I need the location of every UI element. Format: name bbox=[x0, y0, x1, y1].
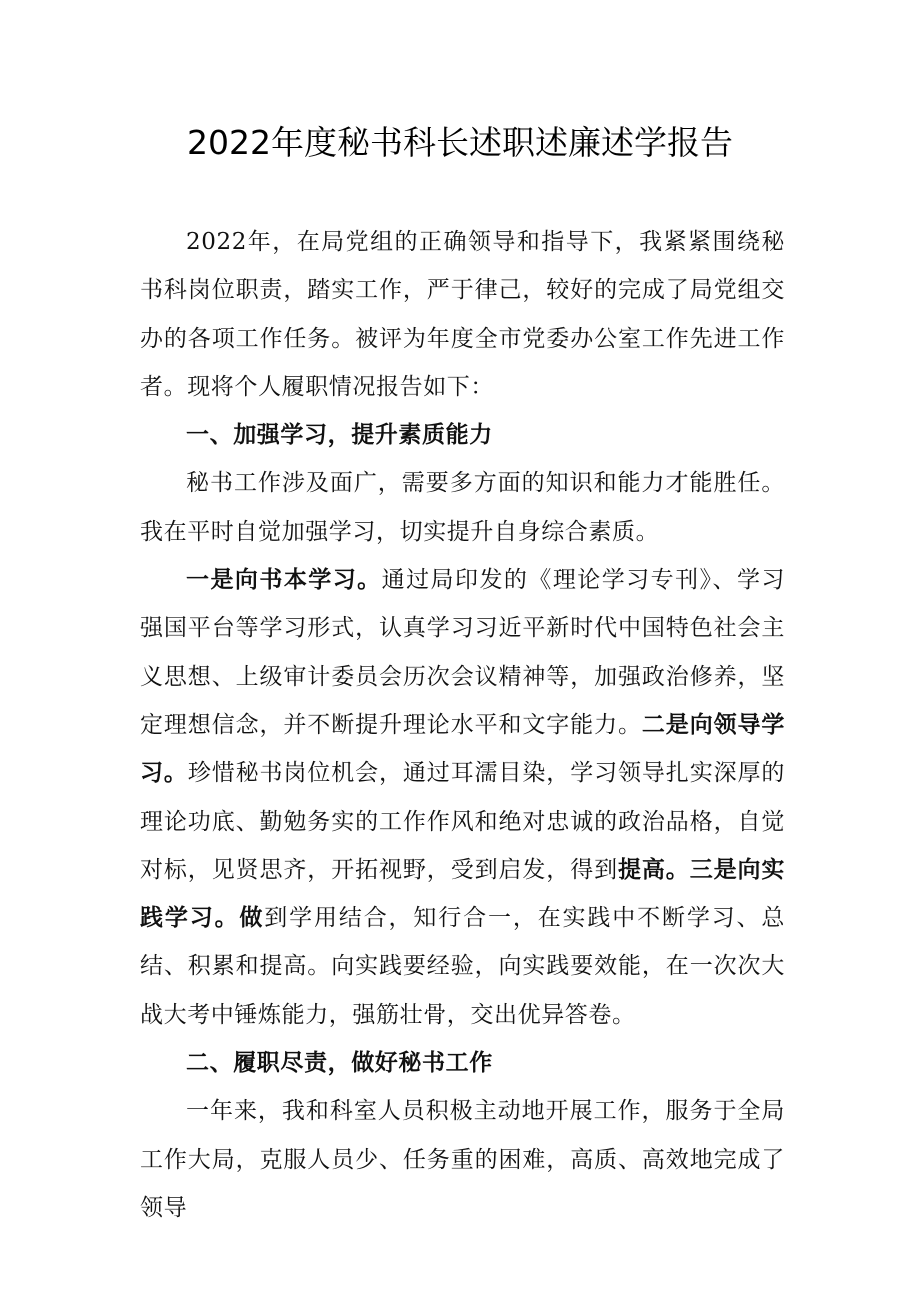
lead-book-study: 一是向书本学习。 bbox=[186, 567, 382, 594]
document-title: 2022年度秘书科长述职述廉述学报告 bbox=[187, 123, 733, 162]
lead-practice-study: 提高。三是向实践学习。做 bbox=[140, 856, 785, 932]
section-1-paragraph-2 bbox=[140, 556, 785, 1039]
lead-leader-study: 二是向领导学习。 bbox=[140, 711, 785, 787]
section-1-heading: 一、加强学习，提升素质能力 bbox=[186, 422, 493, 449]
document-body bbox=[140, 218, 785, 1232]
practice-study-text: 到学用结合，知行合一，在实践中不断学习、总结、积累和提高。向实践要经验，向实践要效能，在一次次大战大考中锤炼能力，强筋壮骨，交出优异答卷。 bbox=[140, 905, 785, 1028]
book-study-text: 通过局印发的《理论学习专刊》、学习强国平台等学习形式，认真学习习近平新时代中国特色社会主义思想、上级审计委员会历次会议精神等，加强政治修养，坚定理想信念，并不断提升理论水平和文字能力。 bbox=[140, 567, 785, 738]
leader-study-text: 珍惜秘书岗位机会，通过耳濡目染，学习领导扎实深厚的理论功底、勤勉务实的工作作风和绝对忠诚的政治品格，自觉对标，见贤思齐，开拓视野，受到启发，得到 bbox=[140, 760, 786, 883]
section-2-paragraph-1: 一年来，我和科室人员积极主动地开展工作，服务于全局工作大局，克服人员少、任务重的困难，高质、高效地完成了领导 bbox=[140, 1098, 785, 1221]
section-1-paragraph-1: 秘书工作涉及面广，需要多方面的知识和能力才能胜任。我在平时自觉加强学习，切实提升自身综合素质。 bbox=[140, 470, 785, 545]
intro-paragraph: 2022年，在局党组的正确领导和指导下，我紧紧围绕秘书科岗位职责，踏实工作，严于律己，较好的完成了局党组交办的各项工作任务。被评为年度全市党委办公室工作先进工作者。现将个人履职情况报告如下： bbox=[140, 229, 785, 400]
section-2-heading: 二、履职尽责，做好秘书工作 bbox=[186, 1050, 493, 1077]
